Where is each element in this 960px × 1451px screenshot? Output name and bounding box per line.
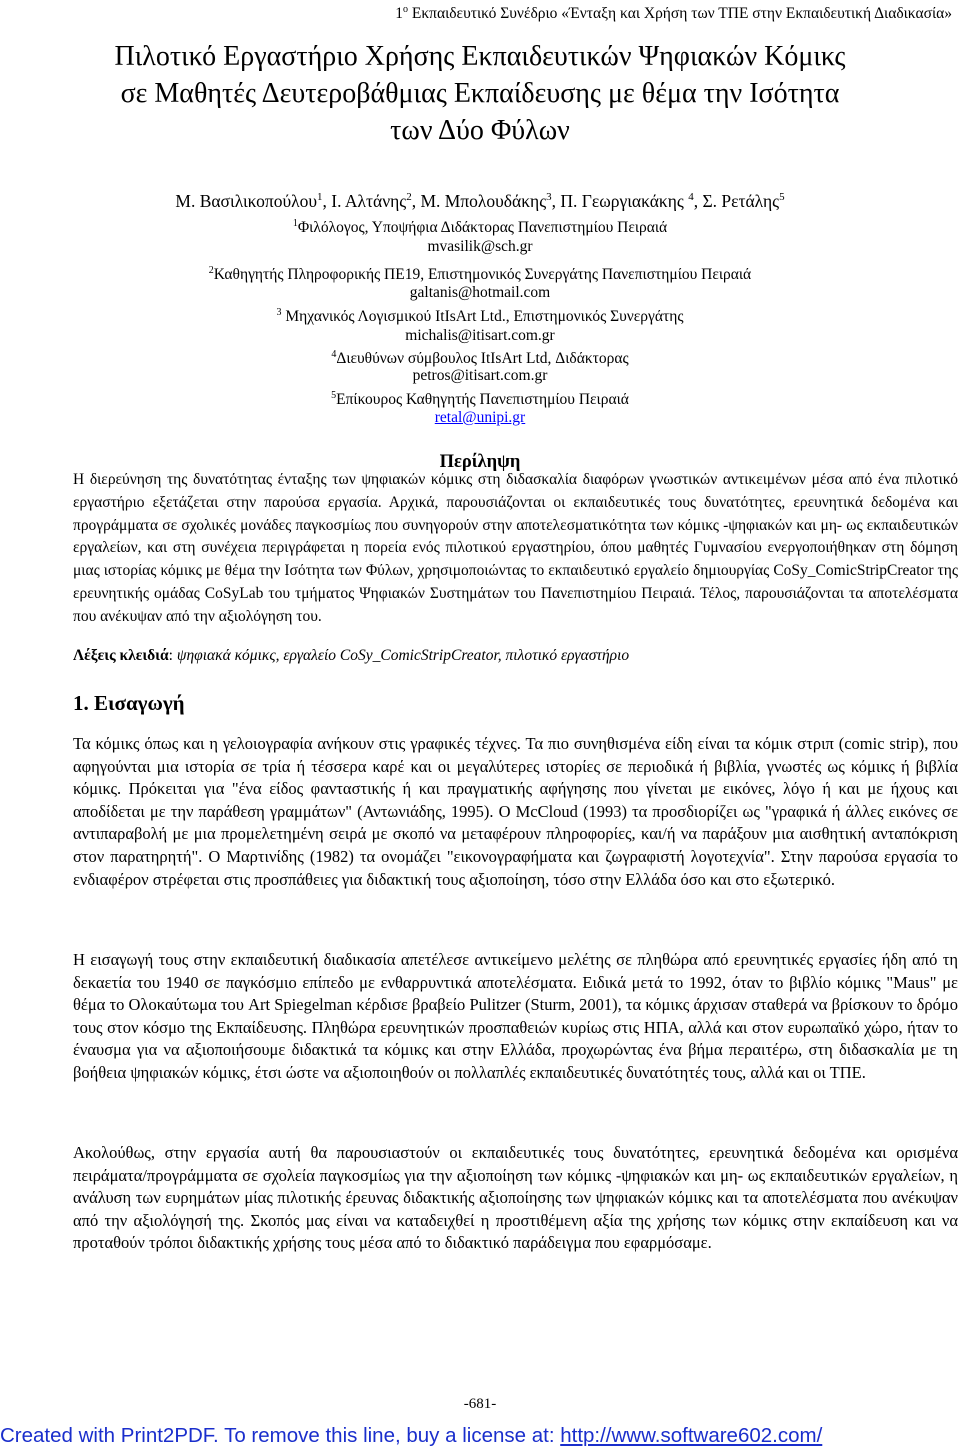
- body-paragraph: Η εισαγωγή τους στην εκπαιδευτική διαδικασία απετέλεσε αντικείμενο μελέτης σε πληθώρα από ερευνητικές εργασίες ήδη από τη δεκαετία του 1940 σε παγκόσμιο επίπεδο με ενθαρρυντικά αποτελέσματα. Ειδικά μετά το 1992, όταν το βιβλίο κόμικς "Maus" με θέμα το Ολοκαύτωμα του Art Spiegelman κέρδισε βραβείο Pulitzer (Sturm, 2001), τα κόμικς άρχισαν σταθερά να βρίσκουν το δρόμο τους στον κόσμο της Εκπαίδευσης. Πληθώρα ερευνητικών προσπαθειών κυρίως στις ΗΠΑ, αλλά και στον ευρωπαϊκό χώρο, ήταν το έναυσμα για να αξιοποιήσουμε διδακτικά τα κόμικς και στην Ελλάδα, προχωρώντας ένα βήμα περαιτέρω, στη διδασκαλία με τη βοήθεια ψηφιακών κόμικς, έτσι ώστε να αξιοποιηθούν οι πολλαπλές εκπαιδευτικές δυνατότητές τους, αλλά και οι ΤΠΕ.: [73, 950, 958, 1082]
- keywords-label: Λέξεις κλειδιά: [73, 647, 169, 664]
- affiliation: $^2$Καθηγητής Πληροφορικής ΠΕ19, Επιστημονικός Συνεργάτης Πανεπιστημίου Πειραιά: [208, 265, 752, 284]
- author: Ι. Αλτάνης$^2$,: [331, 190, 421, 211]
- title-line: σε Μαθητές Δευτεροβάθμιας Εκπαίδευσης με θέμα την Ισότητα: [120, 78, 840, 109]
- affiliation: $^5$Επίκουρος Καθηγητής Πανεπιστημίου Πειραιά: [331, 390, 629, 409]
- section-heading: 1. Εισαγωγή: [73, 691, 185, 715]
- author-email: mvasilik@sch.gr: [427, 238, 533, 255]
- author: Μ. Μπολουδάκης$^3$,: [420, 190, 561, 211]
- title-line: των Δύο Φύλων: [390, 115, 570, 146]
- author: Σ. Ρετάλης$^5$: [702, 190, 785, 211]
- paper-title: [60, 38, 900, 149]
- author-email: michalis@itisart.com.gr: [405, 327, 555, 344]
- license-link[interactable]: http://www.software602.com/: [560, 1424, 823, 1447]
- body-paragraph: Τα κόμικς όπως και η γελοιογραφία ανήκουν στις γραφικές τέχνες. Τα πιο συνηθισμένα είδη είναι τα κόμικ στριπ (comic strip), που αφηγούνται μια ιστορία σε τρία ή τέσσερα καρέ και οι μεγαλύτερες ιστορίες σε περιοδικά ή βιβλία, γνωστές ως κόμικς ή βιβλία κόμικς. Πρόκειται για "ένα είδος φανταστικής ή και πραγματικής αφήγησης που γίνεται με εικόνες, λόγο ή και με ήχους και αποδίδεται με την παράθεση γραμμάτων" (Αντωνιάδης, 1995). O McCloud (1993) τα προσδιορίζει ως "γραφικά ή άλλες εικόνες σε αντιπαραβολή με μια προμελετημένη σειρά με σκοπό να μεταφέρουν πληροφορίες, και/ή να παράξουν μια αισθητική ανταπόκριση στον παρατηρητή". Ο Μαρτινίδης (1982) τα ονομάζει "εικονογραφήματα και ζωγραφιστή λογοτεχνία". Στην παρούσα εργασία το ενδιαφέρον στρέφεται στις προσπάθειες για διδακτική τους αξιοποίηση, τόσο στην Ελλάδα όσο και στο εξωτερικό.: [73, 734, 958, 889]
- author: Π. Γεωργιακάκης $^4$,: [560, 190, 703, 211]
- author-list: [60, 186, 900, 212]
- author: Μ. Βασιλικοπούλου$^1$,: [175, 190, 332, 211]
- running-header: $1^o$ Εκπαιδευτικό Συνέδριο «Ένταξη και Χρήση των ΤΠΕ στην Εκπαιδευτική Διαδικασία»: [395, 4, 952, 23]
- affiliation: $^4$Διευθύνων σύμβουλος ItIsArt Ltd, Διδάκτορας: [331, 349, 629, 368]
- email-link[interactable]: retal@unipi.gr: [434, 409, 526, 426]
- author-email: [60, 408, 900, 428]
- page-number: -681-: [463, 1396, 497, 1412]
- body-paragraph: Ακολούθως, στην εργασία αυτή θα παρουσιαστούν οι εκπαιδευτικές τους δυνατότητες, ερευνητικά δεδομένα και ορισμένα πειράματα/προγράμματα σε σχολεία παγκοσμίως για την αξιοποίηση των κόμικς -ψηφιακών και μη- ως εκπαιδευτικών εργαλείων, η ανάλυση των ευρημάτων μίας πιλοτικής έρευνας διδακτικής αξιοποίησης των ψηφιακών κόμικς και τα αποτελέσματα που ανέκυψαν από την αξιολόγησή της. Σκοπός μας είναι να καταδειχθεί η προστιθέμενη αξία της χρήσης των κόμικς στην εκπαίδευση και να προταθούν τρόποι διδακτικής χρήσης τους μέσα από το διδακτικό παράδειγμα που εφαρμόσαμε.: [73, 1143, 958, 1253]
- abstract-heading: Περίληψη: [439, 452, 521, 472]
- affiliation: $^1$Φιλόλογος, Υποψήφια Διδάκτορας Πανεπιστημίου Πειραιά: [292, 218, 668, 237]
- keywords: Λέξεις κλειδιά: ψηφιακά κόμικς, εργαλείο CoSy_ComicStripCreator, πιλοτικό εργαστήριο: [73, 647, 630, 664]
- affiliation: $^3$ Μηχανικός Λογισμικού ItIsArt Ltd., Επιστημονικός Συνεργάτης: [276, 307, 684, 326]
- author-email: galtanis@hotmail.com: [409, 284, 551, 301]
- watermark-banner: Created with Print2PDF. To remove this line, buy a license at: http://www.software602.com/: [0, 1424, 823, 1447]
- author-email: petros@itisart.com.gr: [412, 367, 548, 384]
- abstract-text: Η διερεύνηση της δυνατότητας ένταξης των ψηφιακών κόμικς στη διδασκαλία διαφόρων γνωστικών αντικειμένων μέσα από ένα πιλοτικό εργαστήριο εξετάζεται στην παρούσα εργασία. Αρχικά, παρουσιάζονται οι εκπαιδευτικές τους δυνατότητες, ερευνητικά δεδομένα και προγράμματα σε σχολικές μονάδες παγκοσμίως που συνηγορούν στην αποτελεσματικότητα των κόμικς -ψηφιακών και μη- ως εκπαιδευτικών εργαλείων, και στη συνέχεια περιγράφεται η πορεία ενός πιλοτικού εργαστηρίου, όπου μαθητές Γυμνασίου ενεργοποιήθηκαν στη δόμηση μιας ιστορίας κόμικς με θέμα την Ισότητα των Φύλων, χρησιμοποιώντας το εκπαιδευτικό εργαλείο δημιουργίας CoSy_ComicStripCreator της ερευνητικής ομάδας CoSyLab του τμήματος Ψηφιακών Συστημάτων του Πανεπιστημίου Πειραιά. Τέλος, παρουσιάζονται τα αποτελέσματα που ανέκυψαν από την αξιολόγηση του.: [73, 471, 958, 625]
- keywords-list: ψηφιακά κόμικς, εργαλείο CoSy_ComicStripCreator, πιλοτικό εργαστήριο: [176, 647, 630, 664]
- title-line: Πιλοτικό Εργαστήριο Χρήσης Εκπαιδευτικών Ψηφιακών Κόμικς: [114, 41, 846, 72]
